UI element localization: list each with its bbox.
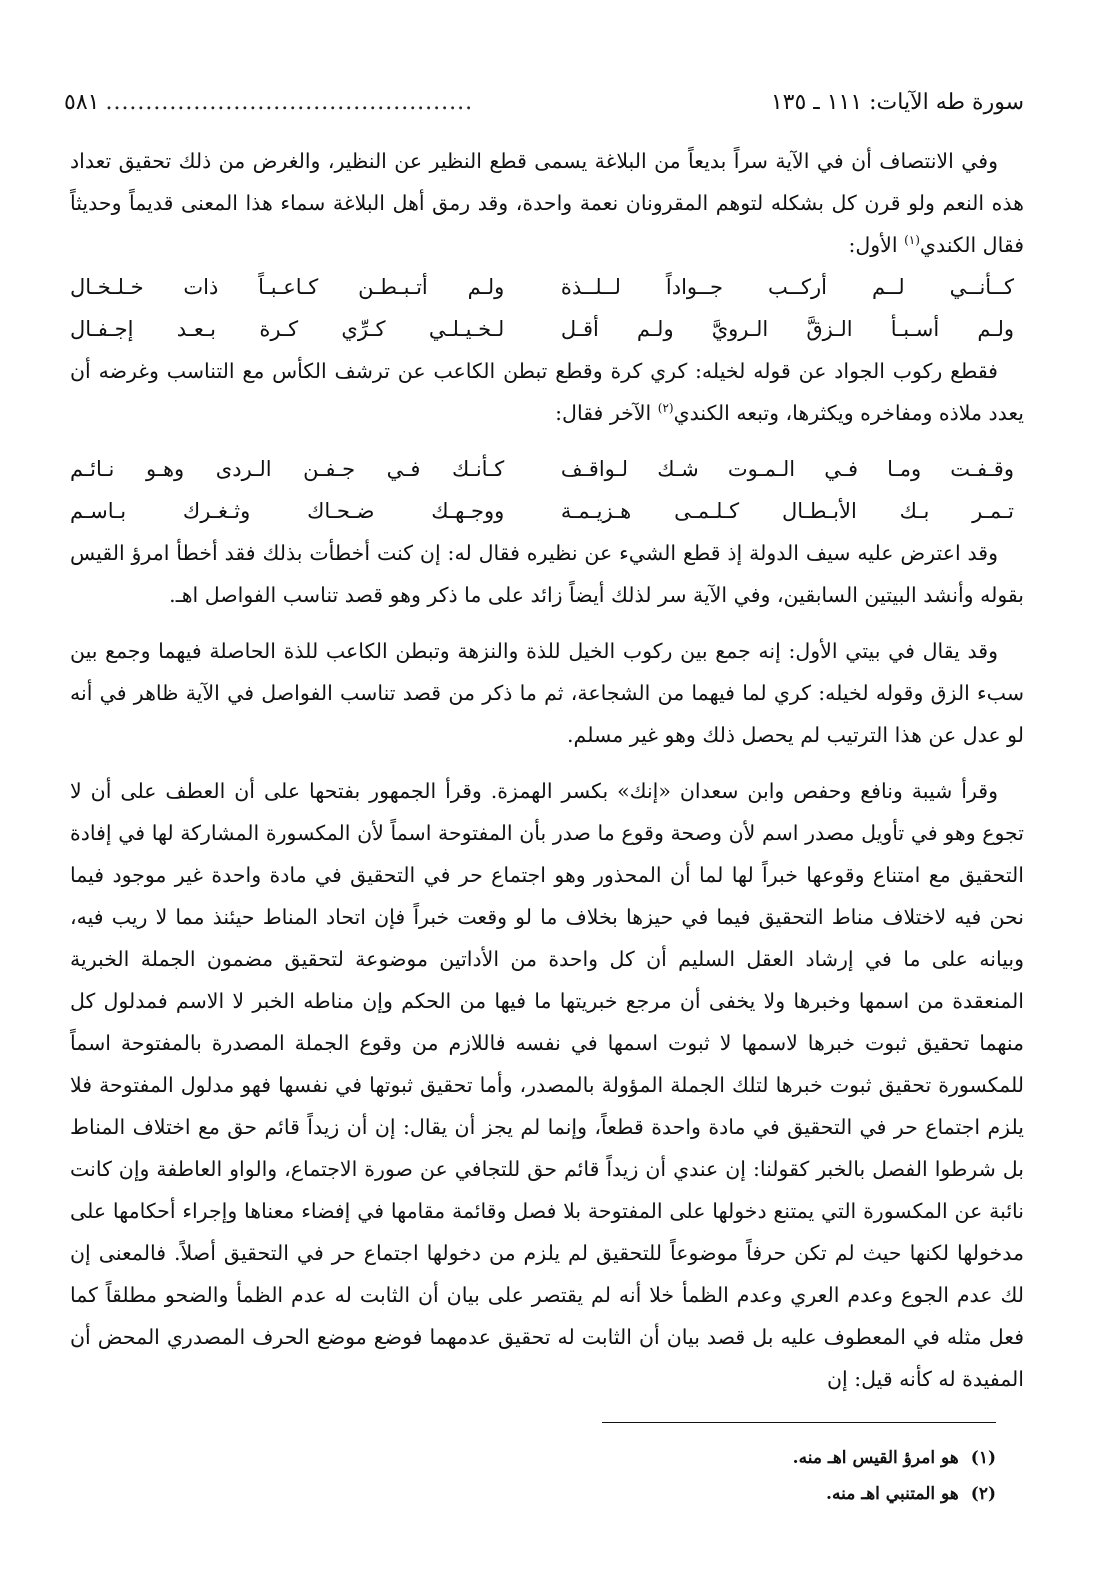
verse-line <box>70 266 1024 308</box>
verse-line <box>70 308 1024 350</box>
footnote-ref-2: (٢) <box>657 401 674 416</box>
footnote-number: (٢) <box>970 1484 996 1504</box>
paragraph-1-text-b: الأول: <box>848 233 905 257</box>
second-hemistich: كـأنـك فـي جـفـن الـردى وهـو نـائـم <box>70 457 505 481</box>
verse-line <box>70 490 1024 532</box>
header-title: سورة طه الآيات: ١١١ ـ ١٣٥ <box>770 90 1024 115</box>
paragraph-4: وقد يقال في بيتي الأول: إنه جمع بين ركوب الخيل للذة والنزهة وتبطن الكاعب للذة الحاصلة فيهما وجمع بين سبء الزق وقوله لخيله: كري لما فيهما من الشجاعة، ثم ما ذكر من قصد تناسب الفواصل في الآية ظاهر في أنه لو عدل عن هذا الترتيب لم يحصل ذلك وهو غير مسلم. <box>70 639 1024 747</box>
first-hemistich: كــأنــي لــم أركــب جــواداً لــلــذة <box>560 275 1014 299</box>
paragraph-2-text-a: فقطع ركوب الجواد عن قوله لخيله: كري كرة وقطع تبطن الكاعب عن ترشف الكأس مع التناسب وغرضه أن يعدد ملاذه ومفاخره ويكثرها، وتبعه الكندي <box>70 359 1024 425</box>
paragraph-2-text-b: الآخر فقال: <box>555 401 658 425</box>
header-leader-dots: .............................................. <box>105 90 474 115</box>
footnote-separator <box>602 1422 996 1423</box>
footnote-text: هو امرؤ القيس اهـ منه. <box>792 1448 959 1468</box>
second-hemistich: لـخـيـلـي كـرِّي كـرة بـعـد إجـفـال <box>70 317 505 341</box>
paragraph-1 <box>70 140 1024 266</box>
footnote-text: هو المتنبي اهـ منه. <box>826 1484 959 1504</box>
paragraph-3: وقد اعترض عليه سيف الدولة إذ قطع الشيء عن نظيره فقال له: إن كنت أخطأت بذلك فقد أخطأ امرؤ القيس بقوله وأنشد البيتين السابقين، وفي الآية سر لذلك أيضاً زائد على ما ذكر وهو قصد تناسب الفواصل اهـ. <box>70 541 1024 607</box>
main-text <box>70 140 1024 1400</box>
footnotes <box>793 1440 996 1512</box>
running-header <box>64 86 1024 120</box>
page-number: ٥٨١ <box>64 90 100 115</box>
footnote-2 <box>793 1476 996 1512</box>
verse-line <box>70 448 1024 490</box>
first-hemistich: تـمـر بـك الأبـطـال كـلـمـى هـزيـمـة <box>560 499 1014 523</box>
first-hemistich: ولـم أسـبـأ الـزقَّ الـرويَّ ولـم أقـل <box>560 317 1014 341</box>
poem-1 <box>70 266 1024 350</box>
footnote-1 <box>793 1440 996 1476</box>
footnote-number: (١) <box>970 1448 996 1468</box>
second-hemistich: ووجـهـك ضـحـاك وثـغـرك بـاسـم <box>70 499 505 523</box>
paragraph-1-text-a: وفي الانتصاف أن في الآية سراً بديعاً من البلاغة يسمى قطع النظير عن النظير، والغرض من ذلك تحقيق تعداد هذه النعم ولو قرن كل بشكله لتوهم المقرونان نعمة واحدة، وقد رمق أهل البلاغة سماء هذا المعنى قديماً وحديثاً فقال الكندي <box>70 149 1024 257</box>
footnote-ref-1: (١) <box>904 233 920 248</box>
paragraph-2 <box>70 350 1024 434</box>
poem-2 <box>70 448 1024 532</box>
paragraph-5: وقرأ شيبة ونافع وحفص وابن سعدان «إنك» بكسر الهمزة. وقرأ الجمهور بفتحها على أن العطف على أن لا تجوع وهو في تأويل مصدر اسم لأن وصحة وقوع ما صدر بأن المفتوحة اسماً لأن المكسورة المشاركة لها في إفادة التحقيق مع امتناع وقوعها خبراً لها لما أن المحذور وهو اجتماع حر في التحقيق في مادة واحدة غير موجود فيما نحن فيه لاختلاف مناط التحقيق فيما في حيزها بخلاف ما لو وقعت خبراً فإن اتحاد المناط حيئنذ مما لا ريب فيه، وبيانه على ما في إرشاد العقل السليم أن كل واحدة من الأداتين موضوعة لتحقيق مضمون الجملة الخبرية المنعقدة من اسمها وخبرها ولا يخفى أن مرجع خبريتها ما فيها من الحكم وإن مناطه الخبر لا الاسم فمدلول كل منهما تحقيق ثبوت خبرها لاسمها لا ثبوت اسمها في نفسه فاللازم من وقوع الجملة المصدرة بالمفتوحة اسماً للمكسورة تحقيق ثبوت خبرها لتلك الجملة المؤولة بالمصدر، وأما تحقيق ثبوتها في نفسها فهو مدلول المفتوحة فلا يلزم اجتماع حر في التحقيق في مادة واحدة قطعاً، وإنما لم يجز أن يقال: إن أن زيداً قائم حق مع اختلاف المناط بل شرطوا الفصل بالخبر كقولنا: إن عندي أن زيداً قائم حق للتجافي عن صورة الاجتماع، والواو العاطفة وإن كانت نائبة عن المكسورة التي يمتنع دخولها على المفتوحة بلا فصل وقائمة مقامها في إفضاء معناها وإجراء أحكامها على مدخولها لكنها حيث لم تكن حرفاً موضوعاً للتحقيق لم يلزم من دخولها اجتماع حر في التحقيق أصلاً. فالمعنى إن لك عدم الجوع وعدم العري وعدم الظمأ خلا أنه لم يقتصر على بيان أن الثابت له عدم الظمأ والضحو مطلقاً كما فعل مثله في المعطوف عليه بل قصد بيان أن الثابت له تحقيق عدمهما فوضع موضع الحرف المصدري المحض أن المفيدة له كأنه قيل: إن <box>70 779 1024 1391</box>
second-hemistich: ولـم أتـبـطـن كـاعـبـاً ذات خـلـخـال <box>70 275 505 299</box>
first-hemistich: وقـفـت ومـا فـي الـمـوت شـك لـواقـف <box>560 457 1014 481</box>
